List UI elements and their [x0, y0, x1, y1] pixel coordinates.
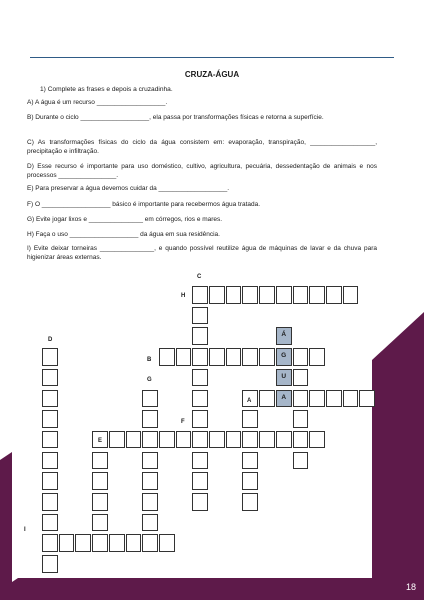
crossword-cell[interactable]: [142, 410, 158, 428]
crossword-cell[interactable]: [242, 286, 258, 304]
crossword-cell[interactable]: [109, 431, 125, 449]
crossword-cell[interactable]: [226, 431, 242, 449]
crossword-cell[interactable]: [42, 390, 58, 408]
crossword-cell[interactable]: [92, 472, 108, 490]
crossword-cell[interactable]: [259, 431, 275, 449]
crossword-cell[interactable]: [276, 348, 292, 366]
crossword-cell[interactable]: [209, 431, 225, 449]
clue-label-i: I: [24, 527, 26, 533]
crossword-cell[interactable]: [209, 348, 225, 366]
crossword-cell[interactable]: [192, 472, 208, 490]
clue-label-c: C: [197, 274, 202, 280]
crossword-cell[interactable]: [326, 286, 342, 304]
crossword-cell[interactable]: [209, 286, 225, 304]
crossword-cell[interactable]: [42, 555, 58, 573]
crossword-cell[interactable]: [192, 348, 208, 366]
clue-label-e: E: [98, 438, 103, 444]
question-h: H) Faça o uso ___________________ da água em sua residência.: [27, 231, 220, 238]
crossword-cell[interactable]: [293, 410, 309, 428]
page-number: 18: [405, 582, 416, 592]
crossword-cell[interactable]: [159, 431, 175, 449]
question-g: G) Evite jogar lixos e _______________ em córregos, rios e mares.: [27, 216, 223, 223]
crossword-cell[interactable]: [42, 452, 58, 470]
crossword-cell[interactable]: [159, 534, 175, 552]
crossword-cell[interactable]: [359, 390, 375, 408]
crossword-cell[interactable]: [142, 431, 158, 449]
crossword-cell[interactable]: [192, 493, 208, 511]
crossword-cell[interactable]: [126, 534, 142, 552]
crossword-cell[interactable]: [276, 390, 292, 408]
crossword-cell[interactable]: [293, 369, 309, 387]
crossword-cell[interactable]: [309, 348, 325, 366]
crossword-cell[interactable]: [343, 286, 359, 304]
clue-label-b: B: [147, 357, 152, 363]
crossword-cell[interactable]: [276, 327, 292, 345]
crossword-cell[interactable]: [343, 390, 359, 408]
given-letter: Á: [281, 331, 287, 339]
clue-label-d: D: [48, 337, 53, 343]
crossword-cell[interactable]: [42, 493, 58, 511]
crossword-cell[interactable]: [293, 390, 309, 408]
crossword-cell[interactable]: [176, 431, 192, 449]
crossword-cell[interactable]: [192, 452, 208, 470]
page-title: CRUZA-ÁGUA: [184, 70, 240, 79]
crossword-cell[interactable]: [109, 534, 125, 552]
crossword-cell[interactable]: [42, 410, 58, 428]
crossword-cell[interactable]: [59, 534, 75, 552]
crossword-cell[interactable]: [142, 472, 158, 490]
crossword-cell[interactable]: [42, 514, 58, 532]
question-e: E) Para preservar a água devemos cuidar da ___________________.: [27, 185, 230, 192]
crossword-cell[interactable]: [92, 514, 108, 532]
question-b: B) Durante o ciclo ___________________, ela passa por transformações físicas e retorna a superfície.: [27, 114, 324, 121]
crossword-cell[interactable]: [192, 286, 208, 304]
crossword-cell[interactable]: [276, 369, 292, 387]
crossword-cell[interactable]: [42, 348, 58, 366]
crossword-cell[interactable]: [42, 431, 58, 449]
crossword-cell[interactable]: [242, 431, 258, 449]
crossword-cell[interactable]: [192, 369, 208, 387]
crossword-cell[interactable]: [192, 431, 208, 449]
question-a: A) A água é um recurso ___________________.: [27, 99, 168, 106]
crossword-cell[interactable]: [309, 431, 325, 449]
clue-label-h: H: [181, 293, 186, 299]
crossword-cell[interactable]: [259, 348, 275, 366]
clue-label-a: A: [247, 398, 252, 404]
crossword-cell[interactable]: [42, 472, 58, 490]
crossword-cell[interactable]: [309, 390, 325, 408]
header-rule: [30, 57, 394, 58]
crossword-cell[interactable]: [242, 472, 258, 490]
crossword-cell[interactable]: [192, 410, 208, 428]
crossword-cell[interactable]: [326, 390, 342, 408]
crossword-cell[interactable]: [92, 534, 108, 552]
crossword-cell[interactable]: [293, 286, 309, 304]
crossword-cell[interactable]: [293, 452, 309, 470]
crossword-cell[interactable]: [142, 452, 158, 470]
crossword-cell[interactable]: [92, 493, 108, 511]
question-f: F) O ___________________ básico é importante para recebermos água tratada.: [27, 201, 261, 208]
crossword-cell[interactable]: [192, 307, 208, 325]
crossword-cell[interactable]: [92, 452, 108, 470]
crossword-cell[interactable]: [75, 534, 91, 552]
question-d: D) Esse recurso é importante para uso doméstico, cultivo, agricultura, pecuária, dessedentação de animais e nos processos ________________.: [27, 163, 377, 179]
clue-label-g: G: [147, 377, 152, 383]
crossword-cell[interactable]: [242, 410, 258, 428]
crossword-cell[interactable]: [293, 348, 309, 366]
crossword-cell[interactable]: [142, 534, 158, 552]
crossword-cell[interactable]: [176, 348, 192, 366]
crossword-cell[interactable]: [293, 431, 309, 449]
crossword-cell[interactable]: [142, 514, 158, 532]
crossword-cell[interactable]: [276, 286, 292, 304]
crossword-cell[interactable]: [242, 493, 258, 511]
crossword-cell[interactable]: [42, 534, 58, 552]
crossword-cell[interactable]: [242, 348, 258, 366]
crossword-cell[interactable]: [226, 286, 242, 304]
crossword-cell[interactable]: [259, 390, 275, 408]
crossword-cell[interactable]: [192, 327, 208, 345]
clue-label-f: F: [181, 419, 185, 425]
instruction: 1) Complete as frases e depois a cruzadinha.: [40, 86, 173, 93]
crossword-cell[interactable]: [226, 348, 242, 366]
given-letter: A: [281, 393, 287, 401]
crossword-cell[interactable]: [309, 286, 325, 304]
crossword-cell[interactable]: [42, 369, 58, 387]
crossword-cell[interactable]: [242, 452, 258, 470]
crossword-cell[interactable]: [259, 286, 275, 304]
given-letter: U: [281, 372, 287, 380]
question-c: C) As transformações físicas do ciclo da água consistem em: evaporação, transpiração, __________________, precipitação e infiltração.: [27, 139, 377, 155]
crossword-cell[interactable]: [192, 390, 208, 408]
crossword-cell[interactable]: [159, 348, 175, 366]
question-i: I) Evite deixar torneiras _______________, e quando possível reutilize água de máquinas de lavar e da chuva para higienizar áreas externas.: [27, 245, 377, 261]
given-letter: G: [281, 352, 287, 360]
crossword-cell[interactable]: [276, 431, 292, 449]
crossword-cell[interactable]: [126, 431, 142, 449]
crossword-cell[interactable]: [142, 390, 158, 408]
crossword-cell[interactable]: [142, 493, 158, 511]
